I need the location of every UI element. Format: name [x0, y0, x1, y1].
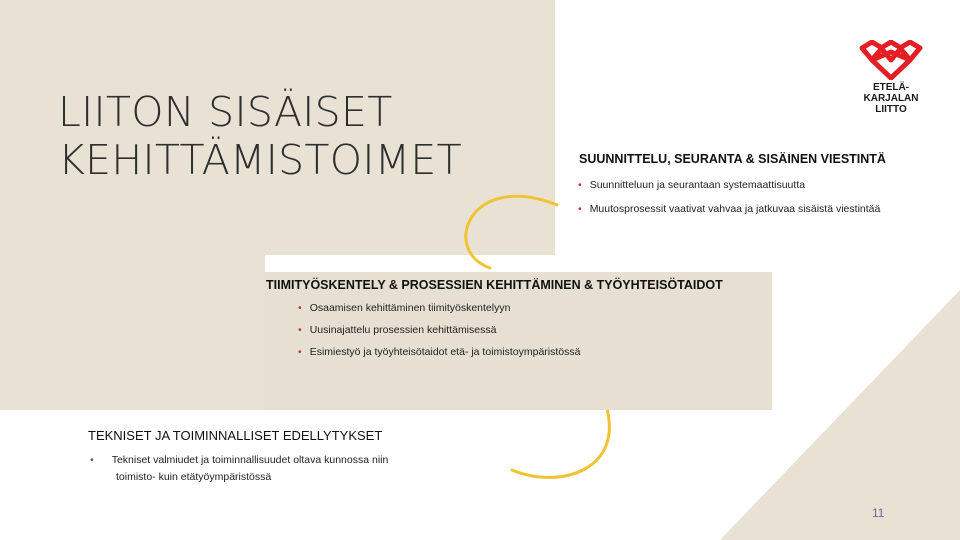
bullet-dot-icon: • — [578, 203, 582, 215]
logo-line-1: ETELÄ- — [872, 82, 910, 93]
section2-heading: TIIMITYÖSKENTELY & PROSESSIEN KEHITTÄMINEN & TYÖYHTEISÖTAIDOT — [266, 278, 723, 292]
bullet-dot-icon: • — [298, 346, 302, 358]
page-number: 11 — [872, 506, 885, 520]
logo-line-2: KARJALAN — [863, 93, 919, 104]
bullet-dot-icon: • — [298, 324, 302, 336]
logo-line-3: LIITTO — [875, 104, 907, 115]
section1-bullet-1: • Suunnitteluun ja seurantaan systemaattisuutta — [578, 179, 806, 191]
section2-bullet-1: • Osaamisen kehittäminen tiimityöskentelyyn — [298, 302, 511, 314]
title-line-1: LIITON SISÄISET — [58, 88, 393, 136]
bullet-dot-icon: • — [298, 302, 302, 314]
bullet-dot-icon: • — [90, 454, 94, 466]
section1-bullet-2: • Muutosprosessit vaativat vahvaa ja jatkuvaa sisäistä viestintää — [578, 203, 881, 215]
bullet-dot-icon: • — [578, 179, 582, 191]
logo-text — [858, 82, 924, 115]
section2-bullet-2: • Uusinajattelu prosessien kehittämisessä — [298, 324, 497, 336]
middle-section-box — [264, 272, 772, 410]
title-line-2: KEHITTÄMISTOIMET — [58, 136, 462, 184]
section2-bullet-3: • Esimiestyö ja työyhteisötaidot etä- ja toimistoympäristössä — [298, 346, 581, 358]
page-title — [58, 88, 462, 184]
section3-heading: TEKNISET JA TOIMINNALLISET EDELLYTYKSET — [88, 428, 383, 443]
section3-bullet-1: • Tekniset valmiudet ja toiminnallisuudet oltava kunnossa niin toimisto- kuin etätyöympäristössä — [90, 454, 389, 483]
etela-karjalan-liitto-logo-icon — [858, 40, 924, 80]
section1-heading: SUUNNITTELU, SEURANTA & SISÄINEN VIESTINTÄ — [579, 152, 886, 166]
